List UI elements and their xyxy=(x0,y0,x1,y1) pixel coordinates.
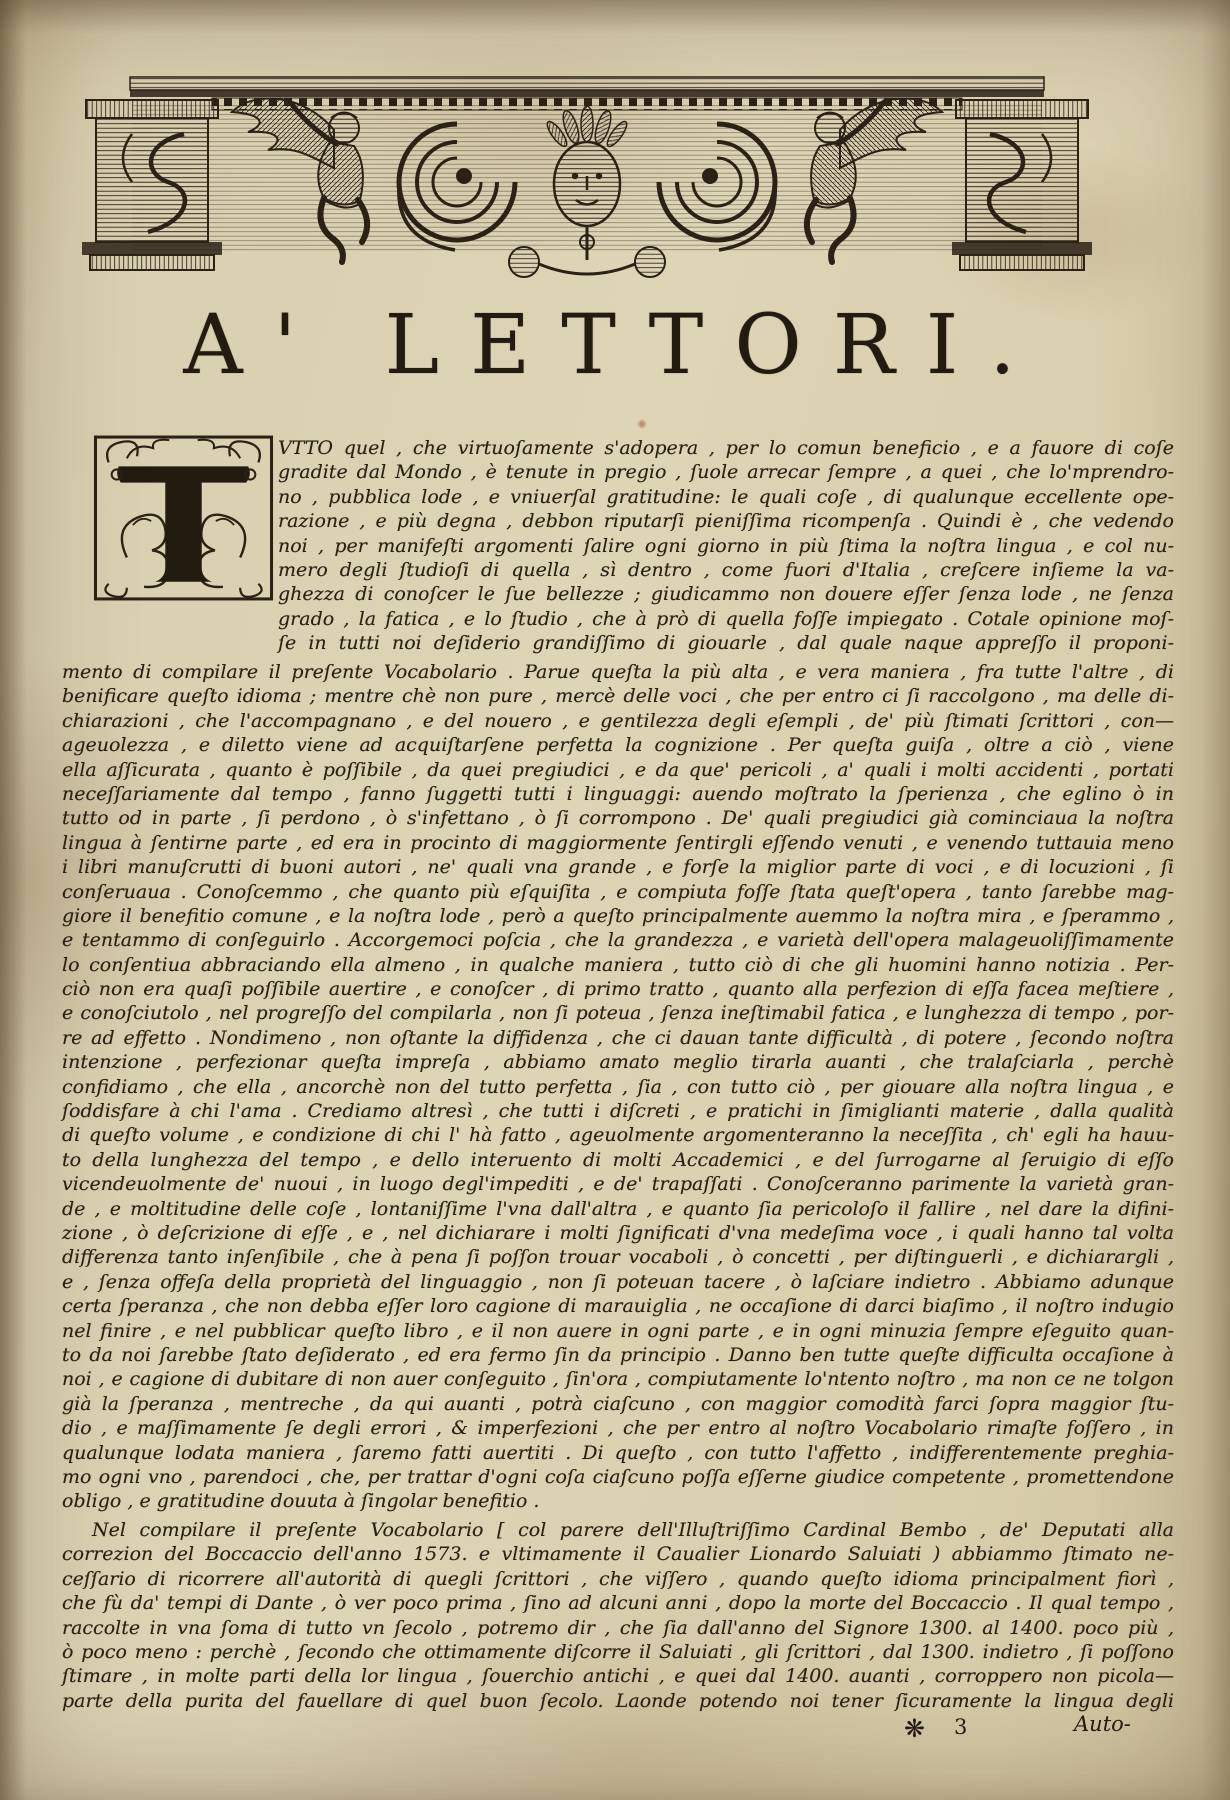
page-number: 3 xyxy=(954,1715,968,1739)
text-line: raccolte in vna ſoma di tutto vn ſecolo , potremo dir , che ſia dall'anno del Signore 1300. al 1400. poco più , xyxy=(62,1616,1174,1639)
text-line: conſeruaua . Conoſcemmo , che quanto più eſquiſita , e compiuta foſſe ſtata queſt'opera , tanto ſarebbe mag- xyxy=(62,880,1174,903)
headpiece-woodcut-icon xyxy=(72,72,1102,307)
text-line: zione , ò deſcrizione di eſſe , e , nel dichiarare i molti ſignificati d'vna medeſima voce , i quali hanno tal volta xyxy=(62,1221,1174,1244)
text-line: nel finire , e nel pubblicar queſto libro , e il non auere in ogni parte , e in ogni minuzia ſempre eſeguito quan- xyxy=(62,1319,1174,1342)
page-footer xyxy=(62,1712,1174,1752)
text-line: differenza tanto inſenſibile , che à pena ſi poſſon trouar vocaboli , ò concetti , per diſtinguerli , e dichiarargli , xyxy=(62,1246,1174,1269)
text-line: tutto od in parte , ſi perdono , ò s'infettano , ò ſi corrompono . De' quali pregiudici già cominciaua la noſtra xyxy=(62,807,1174,830)
text-line: e , ſenza offeſa della proprietà del linguaggio , non ſi poteuan tacere , ò laſciare indietro . Abbiamo adunque xyxy=(62,1270,1174,1293)
text-line: gradite dal Mondo , è tenute in pregio , ſuole arrecar ſempre , a quei , che lo'mprendro- xyxy=(278,461,1174,484)
text-line: correzion del Boccaccio dell'anno 1573. e vltimamente il Caualier Lionardo Saluiati ) abbiammo ſtimato ne- xyxy=(62,1543,1174,1566)
text-line: neceſſariamente dal tempo , fanno ſuggetti tutti i linguaggi: auendo moſtrato la ſperienza , che eglino ò in xyxy=(62,782,1174,805)
text-line: grado , la fatica , e lo ſtudio , che à prò di quella foſſe impiegato . Cotale opinione moſ- xyxy=(278,607,1174,630)
catchword: Auto- xyxy=(1074,1712,1131,1736)
text-line: to da noi ſarebbe ſtato deſiderato , ed era fermo ſin da principio . Danno ben tutte queſte difficulta occaſione à xyxy=(62,1343,1174,1366)
text-line: lo conſentiua abbraciando ella almeno , in qualche maniera , tutto ciò di che gli huomini hanno notizia . Per- xyxy=(62,953,1174,976)
text-line: ſoddisfare à chi l'ama . Crediamo altresì , che tutti i diſcreti , e pratichi in ſimiglianti materie , dalla qualità xyxy=(62,1100,1174,1123)
text-line: e tentammo di conſeguirlo . Accorgemoci poſcia , che la grandezza , e varietà dell'opera malageuoliſſimamente xyxy=(62,929,1174,952)
text-line: certa ſperanza , che non debba eſſer loro cagione di marauiglia , ne occaſione di darci biaſimo , il noſtro indugio xyxy=(62,1295,1174,1318)
text-line: giore il benefitio comune , e la noſtra lode , però a queſto principalmente auemmo la noſtra mira , e ſperammo , xyxy=(62,904,1174,927)
text-line: VTTO quel , che virtuoſamente s'adopera , per lo comun beneficio , e a fauore di coſe xyxy=(278,437,1174,459)
text-line: ella aſſicurata , quanto è poſſibile , da quei pregiudici , e da que' pericoli , a' quali i molti accidenti , portati xyxy=(62,758,1174,781)
text-line: Nel compilare il preſente Vocabolario [ col parere dell'Illuſtriſſimo Cardinal Bembo , de' Deputati alla xyxy=(92,1519,1174,1541)
page-title: A' LETTORI. xyxy=(183,298,1047,393)
text-line: che fù da' tempi di Dante , ò ver poco prima , ſino ad alcuni anni , dopo la morte del Boccaccio . Il qual tempo , xyxy=(62,1592,1174,1615)
text-line: ghezza di conoſcer le ſue bellezze ; giudicammo non douere eſſer ſenza lode , ne ſenza xyxy=(278,583,1174,606)
text-line: noi , e cagione di dubitare di non auer conſeguito , ſin'ora , compiutamente lo'ntento noſtro , ma non ce ne tolgon xyxy=(62,1368,1174,1391)
text-line: ceſſario di ricorrere all'autorità di quegli ſcrittori , che viſſero , quando queſto idioma principalment fiorì , xyxy=(62,1567,1174,1590)
text-line: mo ogni vno , parendoci , che, per trattar d'ogni coſa ciaſcuno poſſa eſſerne giudice competente , promettendone xyxy=(62,1465,1174,1488)
text-line: ciò non era quaſi poſſibile auertire , e conoſcer , di primo tratto , quanto alla perfezion di eſſa facea meſtiere , xyxy=(62,978,1174,1001)
paragraph-1 xyxy=(62,660,1174,1514)
text-line: to della lunghezza del tempo , e dello interuento di molti Accademici , e del ſurrogarne al ſeruigio di eſſo xyxy=(62,1148,1174,1171)
text-line: ò poco meno : perchè , ſecondo che ottimamente diſcorre il Saluiati , gli ſcrittori , dal 1300. indietro , ſi poſſono xyxy=(62,1640,1174,1663)
text-line: i libri manuſcrutti di buoni autori , ne' quali vna grande , e forſe la miglior parte di voci , e di locuzioni , ſi xyxy=(62,856,1174,879)
text-line: qualunque lodata maniera , ſaremo fatti auertiti . Di queſto , con tutto l'affetto , indifferentemente preghia- xyxy=(62,1441,1174,1464)
text-line: già la ſperanza , mentreche , da qui auanti , potrà ciaſcuno , con maggior comodità farci ſopra maggior ſtu- xyxy=(62,1392,1174,1415)
drop-cap-woodcut-icon xyxy=(92,432,275,604)
text-line: re ad effetto . Nondimeno , non oſtante la diffidenza , che ci dauan tante difficultà , di potere , ſecondo noſtra xyxy=(62,1026,1174,1049)
text-line: ageuolezza , e diletto viene ad acquiſtarſene perfetta la cognizione . Per queſta guiſa , oltre a ciò , viene xyxy=(62,734,1174,757)
text-line: intenzione , perfezionar queſta impreſa , abbiamo amato meglio tirarla auanti , che tralaſciarla , perchè xyxy=(62,1051,1174,1074)
text-line: razione , e più degna , debbon riputarſi pieniſſima ricompenſa . Quindi è , che vedendo xyxy=(278,510,1174,533)
text-line: mento di compilare il preſente Vocabolario . Parue queſta la più alta , e vera maniera , fra tutte l'altre , di xyxy=(62,661,1174,683)
text-line: lingua à ſentirne parte , ed era in procinto di maggiormente ſentirgli eſſendo venuti , e venendo tuttauia meno xyxy=(62,831,1174,854)
text-line: de , e moltitudine delle coſe , lontaniſſime l'vna dall'altra , e quanto ſia pericoloſo il fallire , nel dare la difini- xyxy=(62,1197,1174,1220)
text-line: mero degli ſtudioſi di quella , sì dentro , come fuori d'Italia , creſcere inſieme la va- xyxy=(278,558,1174,581)
signature-mark-icon: ❋ xyxy=(904,1714,925,1743)
text-line: confidiamo , che ella , ancorchè non del tutto perfetta , ſia , con tutto ciò , per giouare alla noſtra lingua , e xyxy=(62,1075,1174,1098)
text-line: obligo , e gratitudine douuta à ſingolar benefitio . xyxy=(62,1490,540,1513)
text-line: no , pubblica lode , e vniuerſal gratitudine: le quali coſe , di qualunque eccellente ope- xyxy=(278,485,1174,508)
text-line: ſe in tutti noi deſiderio grandiſſimo di giouarle , dal quale naque appreſſo il proponi- xyxy=(278,632,1174,655)
text-line: ſtimare , in molte parti della lor lingua , ſouerchio antichi , e quei dal 1400. auanti , corroppero non picola— xyxy=(62,1665,1174,1688)
text-line: benificare queſto idioma ; mentre chè non pure , mercè delle voci , che per entro ci ſi raccolgono , ma delle di- xyxy=(62,685,1174,708)
text-line: vicendeuolmente de' nuoui , in luogo degl'impediti , e de' trapaſſati . Conoſceranno parimente la varietà gran- xyxy=(62,1173,1174,1196)
text-line: parte della purita del fauellare di quel buon ſecolo. Laonde potendo noi tener ſicuramente la lingua degli xyxy=(62,1689,1174,1712)
text-line: noi , per manifeſti argomenti ſalire ogni giorno in più ſtima la noſtra lingua , e col nu- xyxy=(278,534,1174,557)
text-line: dio , e maſſimamente ſe degli errori , & imperfezioni , che per entro al noſtro Vocabolario rimaſte foſſero , in xyxy=(62,1417,1174,1440)
paragraph-2 xyxy=(62,1518,1174,1713)
opening-lines xyxy=(278,436,1174,656)
text-line: e conoſciutolo , nel progreſſo del compilarla , non ſi poteua , ſenza ineſtimabil fatica , e lunghezza di tempo , por- xyxy=(62,1002,1174,1025)
text-line: di queſto volume , e condizione di chi l' hà fatto , ageuolmente argomenteranno la neceſſita , ch' egli ha hauu- xyxy=(62,1124,1174,1147)
text-line: chiarazioni , che l'accompagnano , e del nouero , e gentilezza degli eſempli , de' più ſtimati ſcrittori , con— xyxy=(62,709,1174,732)
